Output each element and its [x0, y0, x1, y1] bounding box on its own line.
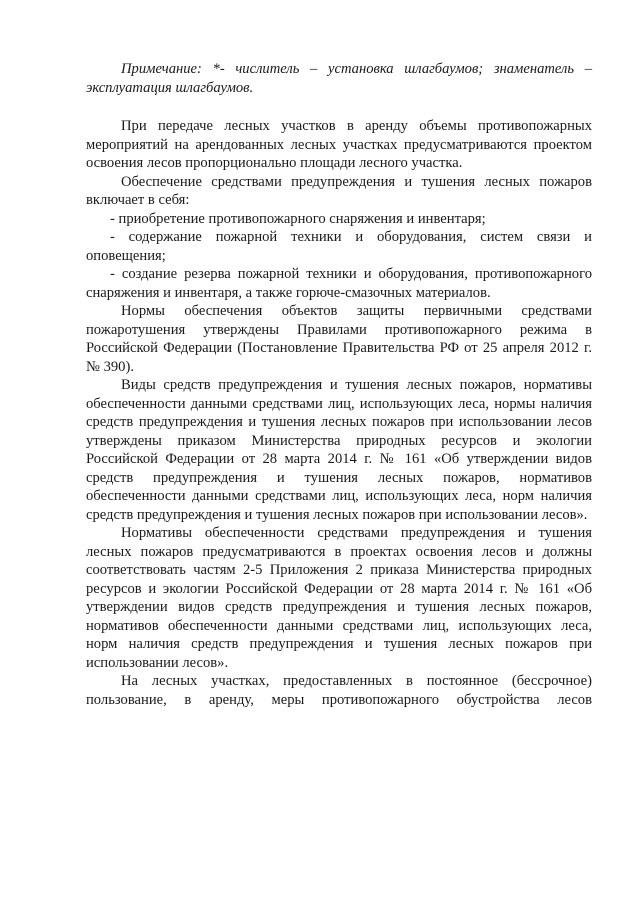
paragraph-means-types: Виды средств предупреждения и тушения лесных пожаров, нормативы обеспеченности данными средствами лиц, использующих леса, нормы наличия средств предупреждения и тушения лесных пожаров при использовании лесов утверждены приказом Министерства природных ресурсов и экологии Российской Федерации от 28 марта 2014 г. № 161 «Об утверждении видов средств предупреждения и тушения лесных пожаров, нормативов обеспеченности данными средствами лиц, использующих леса, норм наличия средств предупреждения и тушения лесных пожаров при использовании лесов». — [86, 377, 592, 523]
spacer — [86, 97, 592, 117]
table-footnote: Примечание: *- числитель – установка шлагбаумов; знаменатель – эксплуатация шлагбаумов. — [86, 61, 592, 96]
list-item-equipment-purchase: - приобретение противопожарного снаряжения и инвентаря; — [110, 210, 486, 227]
document-page — [86, 60, 592, 709]
list-item-reserve: - создание резерва пожарной техники и оборудования, противопожарного снаряжения и инвентаря, а также горюче-смазочных материалов. — [86, 266, 592, 301]
list-item-maintenance: - содержание пожарной техники и оборудования, систем связи и оповещения; — [86, 229, 592, 264]
paragraph-standards: Нормативы обеспеченности средствами предупреждения и тушения лесных пожаров предусматриваются в проектах освоения лесов и должны соответствовать частям 2-5 Приложения 2 приказа Министерства природных ресурсов и экологии Российской Федерации от 28 марта 2014 г. № 161 «Об утверждении видов средств предупреждения и тушения лесных пожаров, нормативов обеспеченности данными средствами лиц, использующих леса, норм наличия средств предупреждения и тушения лесных пожаров при использовании лесов». — [86, 525, 592, 671]
paragraph-lease-volumes: При передаче лесных участков в аренду объемы противопожарных мероприятий на арендованных лесных участках предусматриваются проектом освоения лесов пропорционально площади лесного участка. — [86, 118, 592, 171]
paragraph-fire-norms: Нормы обеспечения объектов защиты первичными средствами пожаротушения утверждены Правилами противопожарного режима в Российской Федерации (Постановление Правительства РФ от 25 апреля 2012 г. № 390). — [86, 303, 592, 375]
paragraph-provision-intro: Обеспечение средствами предупреждения и тушения лесных пожаров включает в себя: — [86, 173, 592, 208]
paragraph-land-plots: На лесных участках, предоставленных в постоянное (бессрочное) пользование, в аренду, меры противопожарного обустройства лесов — [86, 673, 592, 708]
